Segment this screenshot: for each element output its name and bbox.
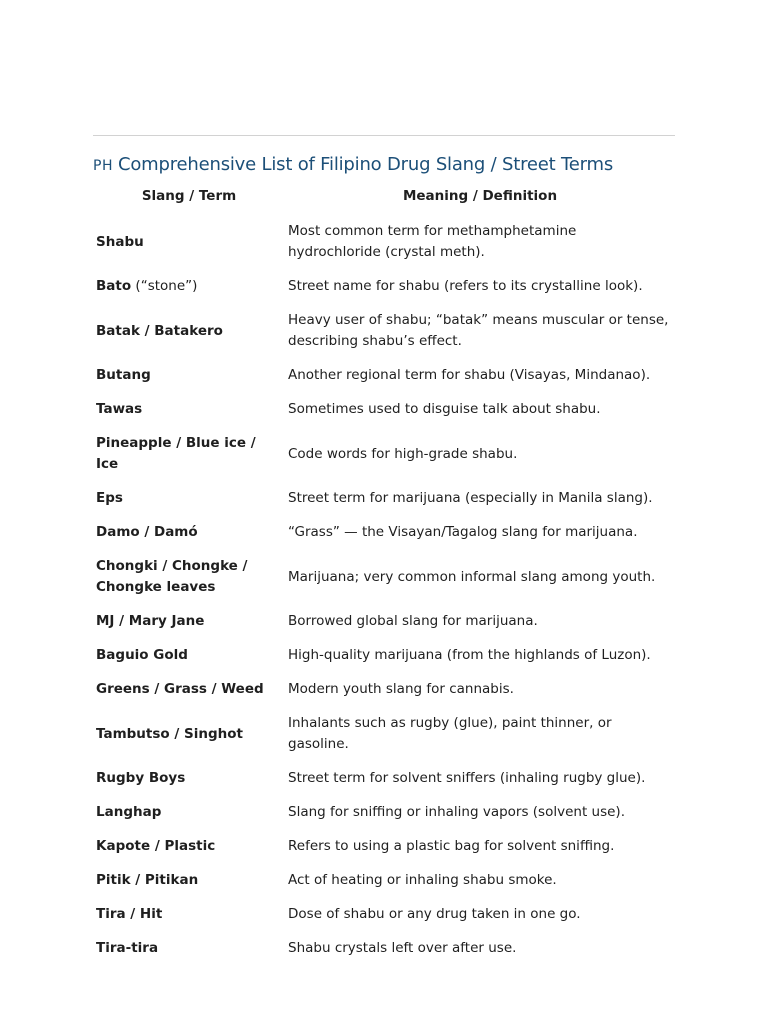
meaning-cell: Inhalants such as rugby (glue), paint thinner, or gasoline. bbox=[288, 715, 612, 752]
table-row bbox=[93, 707, 675, 762]
term-text: Kapote / Plastic bbox=[96, 838, 216, 854]
table-row bbox=[93, 393, 675, 427]
table-row bbox=[93, 550, 675, 605]
term-cell bbox=[93, 707, 285, 762]
term-text: Bato bbox=[96, 278, 132, 294]
term-cell bbox=[93, 762, 285, 796]
term-cell bbox=[93, 864, 285, 898]
table-row bbox=[93, 427, 675, 482]
term-cell bbox=[93, 673, 285, 707]
term-cell bbox=[93, 270, 285, 304]
term-text: Langhap bbox=[96, 804, 162, 820]
meaning-cell: Marijuana; very common informal slang among youth. bbox=[288, 568, 656, 585]
term-text: Pineapple / Blue ice / Ice bbox=[96, 435, 256, 472]
column-header-meaning: Meaning / Definition bbox=[402, 188, 558, 204]
term-text: Shabu bbox=[96, 233, 144, 250]
section-title: Comprehensive List of Filipino Drug Slang / Street Terms bbox=[117, 154, 614, 175]
term-text: MJ / Mary Jane bbox=[96, 613, 205, 629]
term-text: Tawas bbox=[96, 401, 143, 417]
term-cell bbox=[93, 932, 285, 966]
term-text: Tambutso / Singhot bbox=[96, 725, 243, 742]
term-cell bbox=[93, 359, 285, 393]
term-text: Pitik / Pitikan bbox=[96, 872, 199, 888]
meaning-cell: Shabu crystals left over after use. bbox=[288, 940, 517, 956]
horizontal-divider bbox=[93, 135, 675, 136]
term-text: Baguio Gold bbox=[96, 647, 188, 663]
term-cell bbox=[93, 550, 285, 605]
table-body bbox=[93, 215, 675, 966]
term-text: Rugby Boys bbox=[96, 770, 186, 786]
meaning-cell: Code words for high-grade shabu. bbox=[288, 445, 518, 462]
table-row bbox=[93, 673, 675, 707]
document-page bbox=[93, 135, 675, 966]
meaning-cell: Another regional term for shabu (Visayas, Mindanao). bbox=[288, 367, 651, 383]
meaning-cell: Refers to using a plastic bag for solvent sniffing. bbox=[288, 838, 615, 854]
term-cell bbox=[93, 605, 285, 639]
table-row bbox=[93, 762, 675, 796]
table-row bbox=[93, 864, 675, 898]
meaning-cell: Sometimes used to disguise talk about shabu. bbox=[288, 401, 601, 417]
table-row bbox=[93, 932, 675, 966]
table-row bbox=[93, 639, 675, 673]
term-text: Tira / Hit bbox=[96, 906, 163, 922]
term-text: Chongki / Chongke / Chongke leaves bbox=[96, 558, 248, 595]
meaning-cell: Borrowed global slang for marijuana. bbox=[288, 613, 538, 629]
flag-icon: PH bbox=[93, 158, 113, 174]
term-cell bbox=[93, 482, 285, 516]
term-cell bbox=[93, 393, 285, 427]
term-cell bbox=[93, 796, 285, 830]
meaning-cell: Street name for shabu (refers to its crystalline look). bbox=[288, 278, 643, 294]
meaning-cell: High-quality marijuana (from the highlands of Luzon). bbox=[288, 647, 651, 663]
term-cell bbox=[93, 427, 285, 482]
meaning-cell: Act of heating or inhaling shabu smoke. bbox=[288, 872, 557, 888]
meaning-cell: Most common term for methamphetamine hydrochloride (crystal meth). bbox=[288, 223, 577, 260]
meaning-cell: “Grass” — the Visayan/Tagalog slang for marijuana. bbox=[288, 524, 638, 540]
term-text: Eps bbox=[96, 490, 123, 506]
table-row bbox=[93, 482, 675, 516]
table-row bbox=[93, 830, 675, 864]
term-text: Greens / Grass / Weed bbox=[96, 681, 264, 697]
table-header-row bbox=[93, 184, 675, 215]
meaning-cell: Dose of shabu or any drug taken in one go. bbox=[288, 906, 581, 922]
term-cell bbox=[93, 830, 285, 864]
term-text: Butang bbox=[96, 367, 151, 383]
meaning-cell: Heavy user of shabu; “batak” means muscular or tense, describing shabu’s effect. bbox=[288, 312, 669, 349]
table-row bbox=[93, 796, 675, 830]
term-cell bbox=[93, 516, 285, 550]
table-row bbox=[93, 898, 675, 932]
term-cell bbox=[93, 898, 285, 932]
term-cell bbox=[93, 215, 285, 270]
column-header-term: Slang / Term bbox=[141, 188, 237, 204]
term-cell bbox=[93, 304, 285, 359]
meaning-cell: Street term for marijuana (especially in Manila slang). bbox=[288, 490, 653, 506]
term-text: Tira-tira bbox=[96, 940, 159, 956]
term-text: Damo / Damó bbox=[96, 524, 198, 540]
slang-table bbox=[93, 184, 675, 966]
meaning-cell: Slang for sniffing or inhaling vapors (solvent use). bbox=[288, 804, 625, 820]
term-cell bbox=[93, 639, 285, 673]
table-row bbox=[93, 359, 675, 393]
term-gloss: (“stone”) bbox=[131, 278, 198, 294]
term-text: Batak / Batakero bbox=[96, 322, 223, 339]
table-row bbox=[93, 215, 675, 270]
section-heading bbox=[93, 154, 675, 175]
table-row bbox=[93, 605, 675, 639]
table-row bbox=[93, 270, 675, 304]
meaning-cell: Modern youth slang for cannabis. bbox=[288, 681, 514, 697]
meaning-cell: Street term for solvent sniffers (inhaling rugby glue). bbox=[288, 770, 646, 786]
table-row bbox=[93, 516, 675, 550]
table-row bbox=[93, 304, 675, 359]
